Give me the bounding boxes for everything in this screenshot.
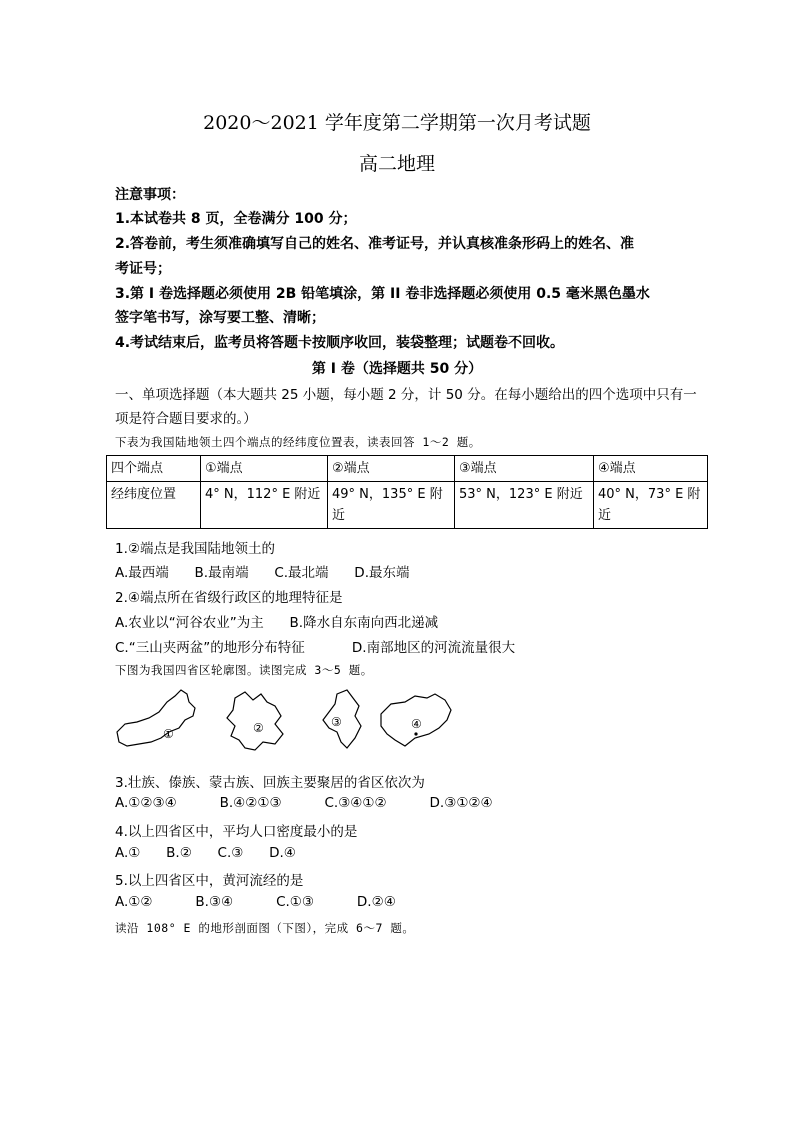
- notice-item: 2.答卷前，考生须准确填写自己的姓名、准考证号，并认真核准条形码上的姓名、准: [115, 236, 635, 252]
- notice-item: 签字笔书写，涂写要工整、清晰；: [115, 310, 325, 326]
- question-2-stem: 2.④端点所在省级行政区的地理特征是: [115, 590, 343, 606]
- notice-item: 4.考试结束后，监考员将答题卡按顺序收回，装袋整理；试题卷不回收。: [115, 335, 565, 351]
- map-label-4: ④: [411, 717, 422, 731]
- capital-dot: [414, 732, 417, 735]
- question-2-options: C.“三山夹两盆”的地形分布特征 D.南部地区的河流流量很大: [115, 640, 516, 656]
- table-header-cell: ①端点: [201, 456, 328, 482]
- notice-item: 1.本试卷共 8 页，全卷满分 100 分；: [115, 211, 357, 227]
- table-intro: 下表为我国陆地领土四个端点的经纬度位置表，读表回答 1～2 题。: [115, 435, 481, 449]
- map-label-2: ②: [253, 721, 264, 735]
- map-label-1: ①: [163, 727, 174, 741]
- map-intro: 下图为我国四省区轮廓图。读图完成 3～5 题。: [115, 663, 373, 677]
- table-cell: 4° N，112° E 附近: [201, 482, 328, 529]
- province-outline-3: [323, 690, 361, 748]
- table-header-cell: ③端点: [455, 456, 594, 482]
- table-row-label: 经纬度位置: [107, 482, 201, 529]
- notice-item: 3.第 I 卷选择题必须使用 2B 铅笔填涂，第 II 卷非选择题必须使用 0.5 毫米黑色墨水: [115, 286, 650, 302]
- question-1-options: A.最西端 B.最南端 C.最北端 D.最东端: [115, 565, 410, 581]
- section-instructions: 一、单项选择题（本大题共 25 小题，每小题 2 分，计 50 分。在每小题给出的四个选项中只有一: [115, 387, 697, 403]
- table-row: [107, 482, 708, 529]
- table-cell: 40° N，73° E 附近: [594, 482, 708, 529]
- exam-subject: 高二地理: [358, 153, 435, 175]
- question-3-stem: 3.壮族、傣族、蒙古族、回族主要聚居的省区依次为: [115, 775, 425, 791]
- table-cell: 53° N，123° E 附近: [455, 482, 594, 529]
- province-outline-maps: [115, 688, 455, 756]
- question-4-stem: 4.以上四省区中，平均人口密度最小的是: [115, 824, 358, 840]
- question-5-options: A.①② B.③④ C.①③ D.②④: [115, 894, 396, 910]
- question-1-stem: 1.②端点是我国陆地领土的: [115, 541, 275, 557]
- question-4-options: A.① B.② C.③ D.④: [115, 845, 296, 861]
- table-header-cell: 四个端点: [107, 456, 201, 482]
- section-instructions: 项是符合题目要求的。）: [115, 411, 257, 427]
- map-label-3: ③: [331, 715, 342, 729]
- province-outline-4: [381, 694, 451, 746]
- table-header-cell: ④端点: [594, 456, 708, 482]
- province-outline-2: [227, 692, 283, 750]
- province-outline-1: [117, 690, 195, 746]
- exam-title: 2020～2021 学年度第二学期第一次月考试题: [203, 112, 591, 134]
- section-title: 第 I 卷（选择题共 50 分）: [311, 361, 483, 377]
- question-3-options: A.①②③④ B.④②①③ C.③④①② D.③①②④: [115, 795, 493, 811]
- table-row: [107, 456, 708, 482]
- table-cell: 49° N，135° E 附近: [328, 482, 455, 529]
- notice-item: 考证号；: [115, 261, 171, 277]
- question-2-options: A.农业以“河谷农业”为主 B.降水自东南向西北递减: [115, 615, 439, 631]
- profile-intro: 读沿 108° E 的地形剖面图（下图），完成 6～7 题。: [115, 921, 415, 935]
- notice-heading: 注意事项：: [115, 187, 185, 203]
- question-5-stem: 5.以上四省区中，黄河流经的是: [115, 873, 304, 889]
- table-header-cell: ②端点: [328, 456, 455, 482]
- endpoint-table: [106, 455, 708, 529]
